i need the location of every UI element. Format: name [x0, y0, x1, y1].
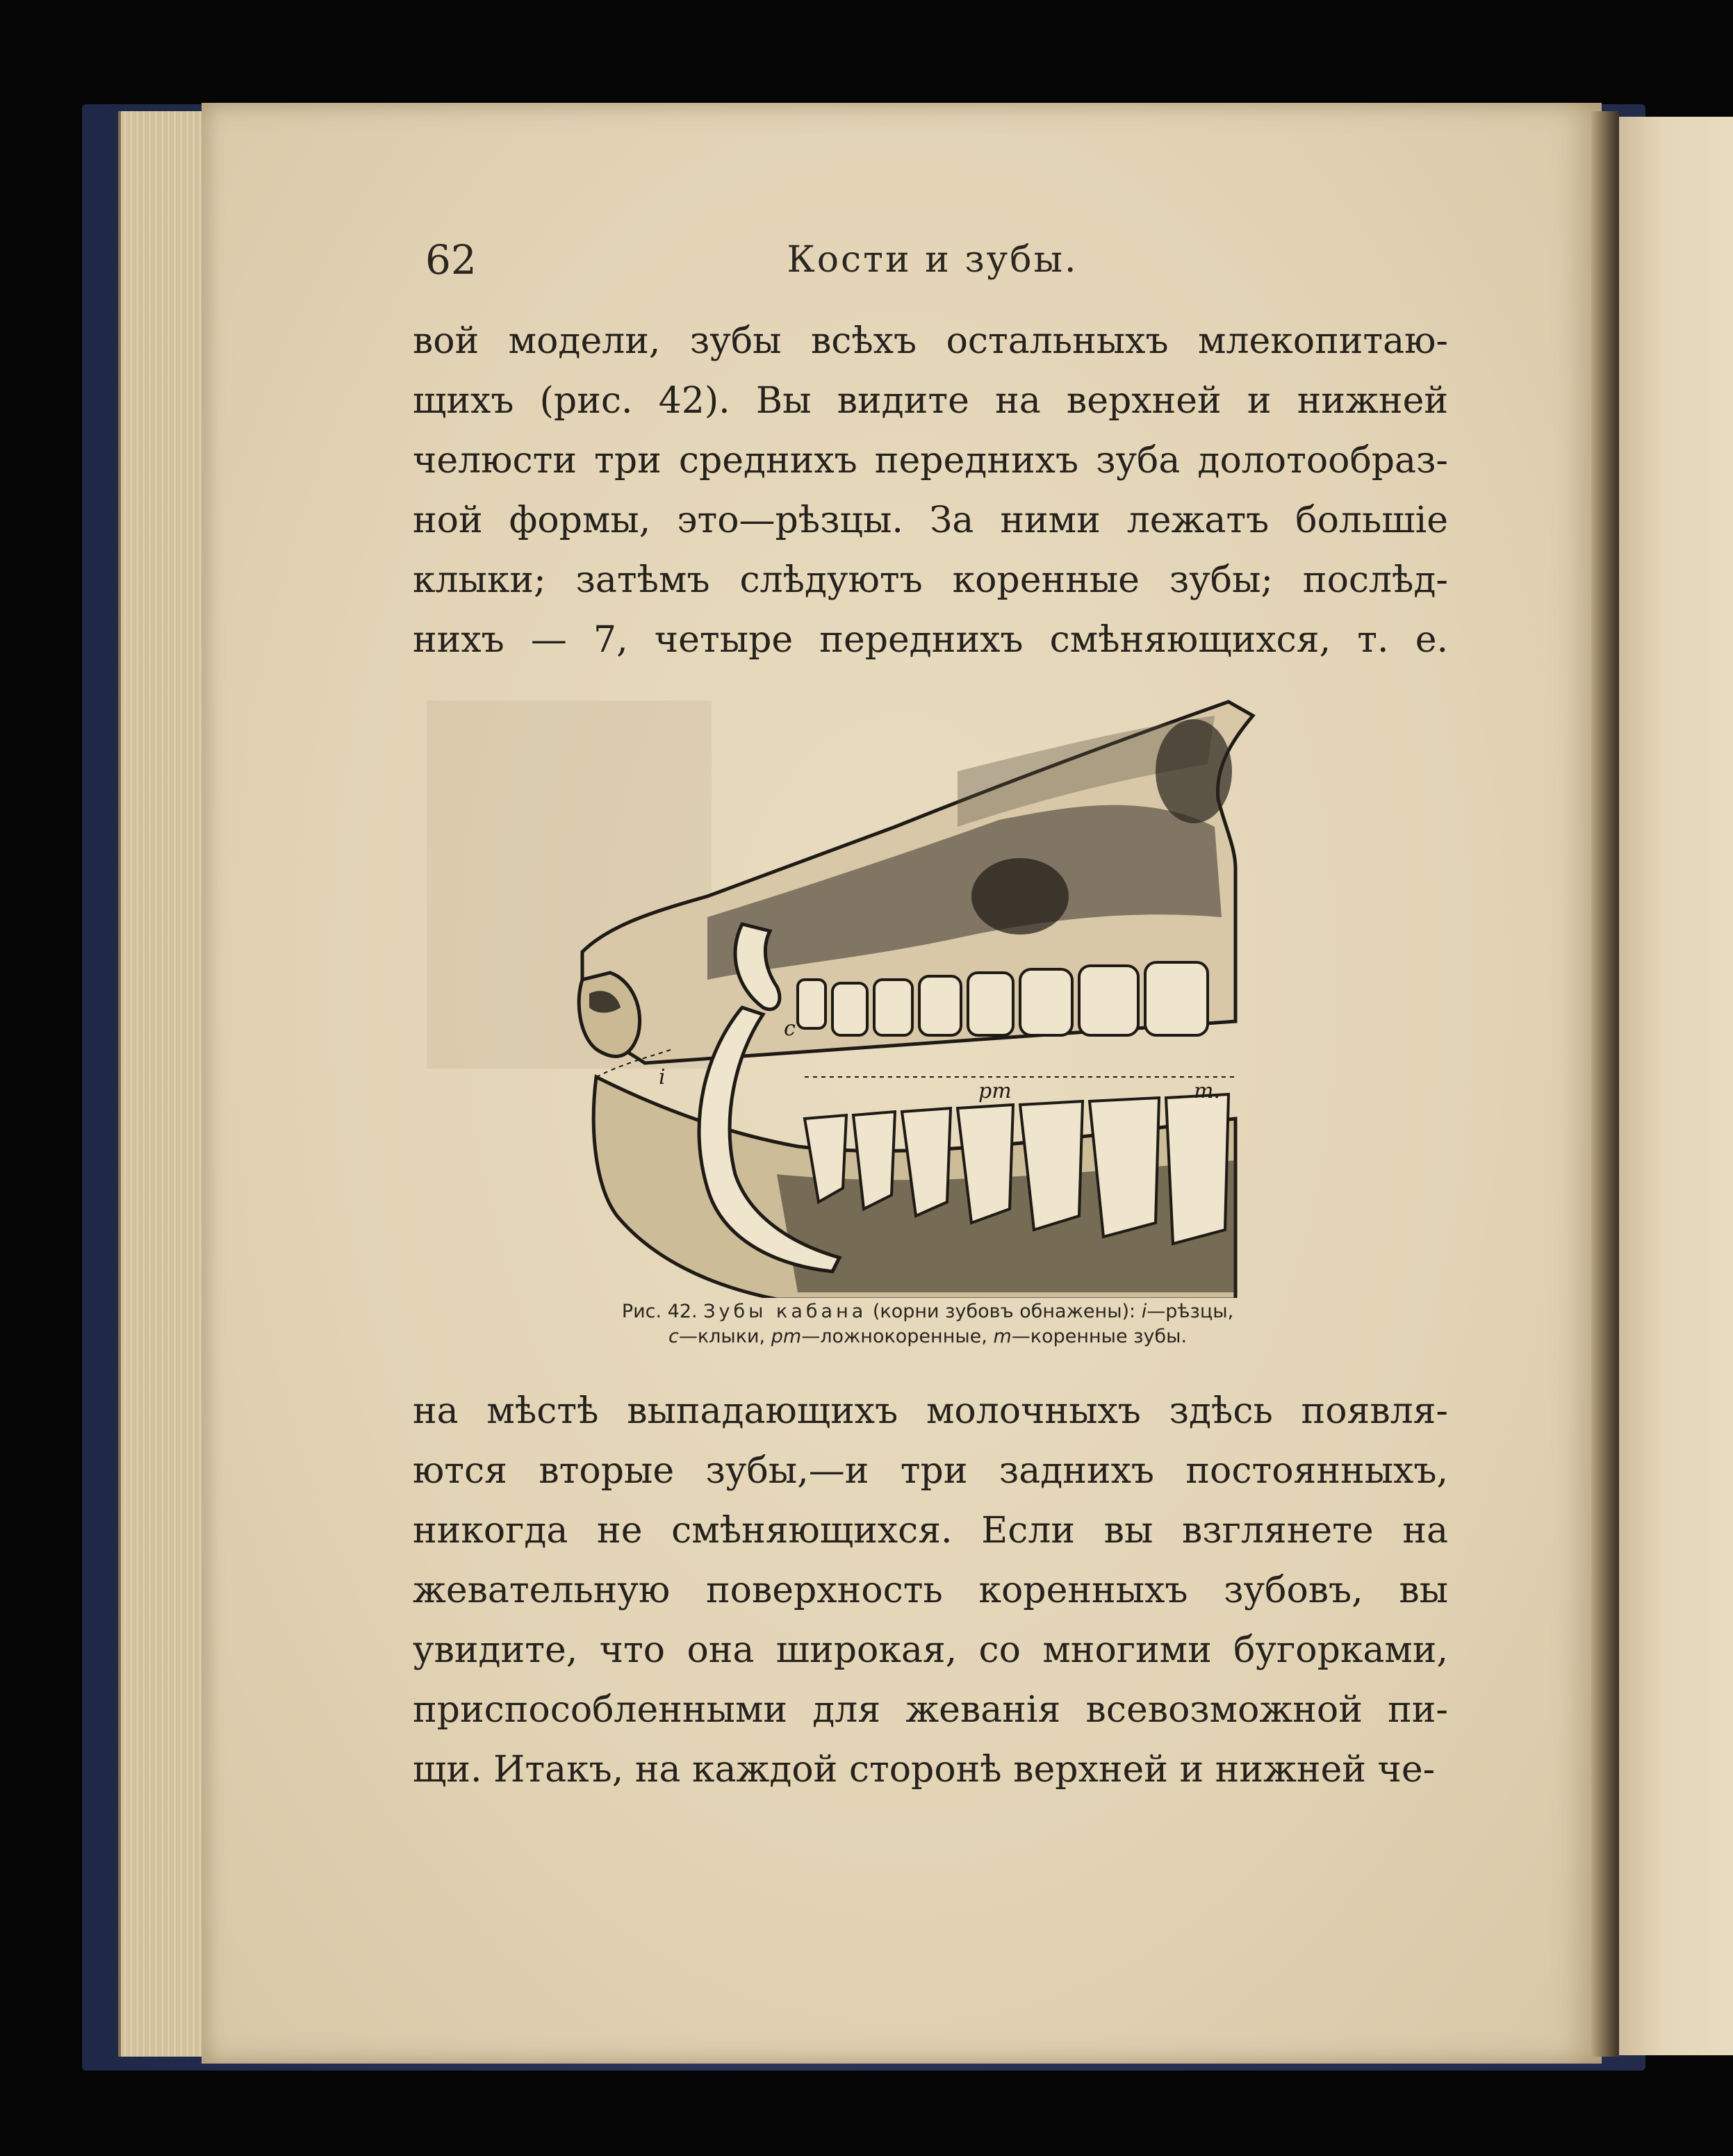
- caption-i-symbol: i: [1141, 1301, 1147, 1322]
- text-line: щихъ (рис. 42). Вы видите на верхней и нижней: [413, 380, 1448, 422]
- body-text-top: [413, 311, 1448, 670]
- text-line: щи. Итакъ, на каждой сторонѣ верхней и нижней че-: [413, 1749, 1436, 1791]
- caption-pm-text: —ложнокоренные,: [801, 1326, 987, 1347]
- caption-line-2: [528, 1324, 1327, 1349]
- text-line: вой модели, зубы всѣхъ остальныхъ млекопитаю-: [413, 320, 1448, 362]
- label-canine: c: [784, 1017, 796, 1041]
- text-line: ной формы, это—рѣзцы. За ними лежатъ большіе: [413, 500, 1448, 541]
- caption-pm-symbol: pm: [771, 1326, 802, 1347]
- text-line: клыки; затѣмъ слѣдуютъ коренные зубы; послѣд-: [413, 559, 1448, 601]
- text-line: никогда не смѣняющихся. Если вы взглянете на: [413, 1510, 1448, 1552]
- text-line: увидите, что она широкая, со многими бугорками,: [413, 1629, 1448, 1671]
- text-line: нихъ — 7, четыре переднихъ смѣняющихся, т. е.: [413, 619, 1448, 661]
- label-molars: m.: [1194, 1079, 1220, 1103]
- text-line: на мѣстѣ выпадающихъ молочныхъ здѣсь появля-: [413, 1390, 1448, 1432]
- page-number: 62: [425, 236, 477, 283]
- figure-caption: [528, 1299, 1327, 1349]
- caption-line-1: [528, 1299, 1327, 1324]
- body-text-bottom: [413, 1381, 1448, 1800]
- caption-c-symbol: c: [668, 1326, 679, 1347]
- label-incisors: i: [659, 1065, 666, 1089]
- caption-c-text: —клыки,: [678, 1326, 766, 1347]
- caption-note: (корни зубовъ обнажены):: [872, 1301, 1136, 1322]
- caption-title: Зубы кабана: [703, 1301, 867, 1322]
- text-line: приспособленными для жеванія всевозможной пи-: [413, 1689, 1448, 1731]
- running-head: [425, 236, 1440, 292]
- page-edges: [118, 111, 211, 2057]
- text-line: ются вторые зубы,—и три заднихъ постоянныхъ,: [413, 1450, 1448, 1492]
- caption-i-text: —рѣзцы,: [1147, 1301, 1234, 1322]
- label-premolars: pm: [978, 1079, 1012, 1103]
- caption-m-text: —коренные зубы.: [1011, 1326, 1188, 1347]
- boar-skull-figure: [568, 688, 1312, 1298]
- facing-page: [1605, 117, 1733, 2055]
- caption-m-symbol: m: [993, 1326, 1012, 1347]
- boar-skull-illustration: [568, 688, 1312, 1298]
- text-line: челюсти три среднихъ переднихъ зуба долотообраз-: [413, 440, 1448, 482]
- page-title: Кости и зубы.: [787, 239, 1078, 281]
- book-gutter: [1591, 111, 1619, 2057]
- caption-prefix: Рис. 42.: [621, 1301, 698, 1322]
- text-line: жевательную поверхность коренныхъ зубовъ, вы: [413, 1570, 1448, 1611]
